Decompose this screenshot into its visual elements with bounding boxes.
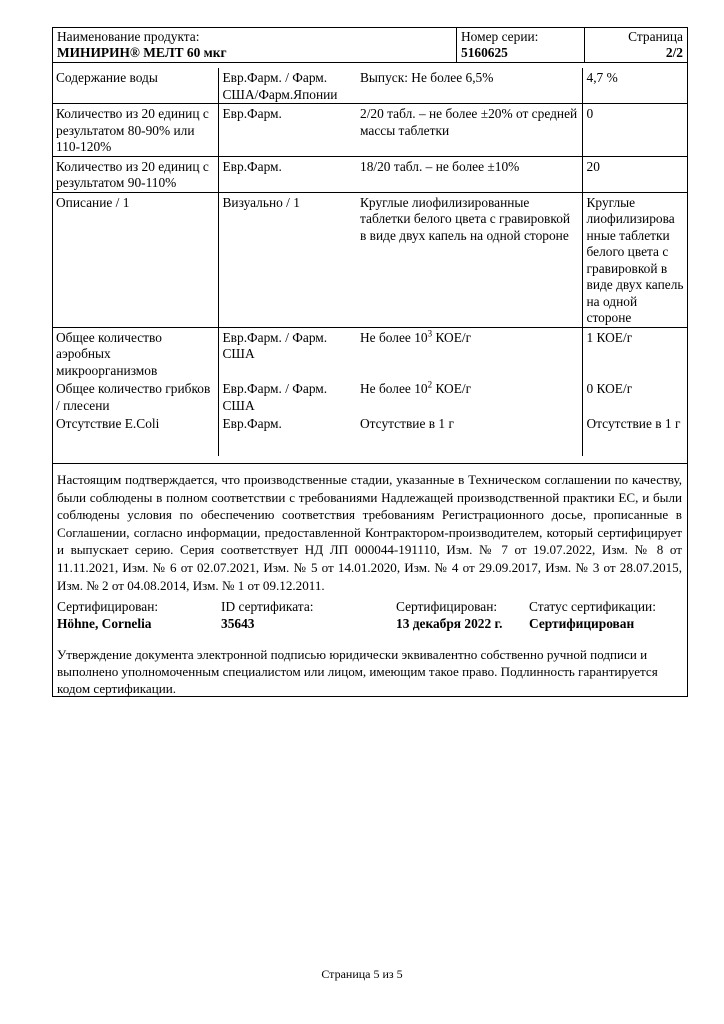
test-result: 20 bbox=[582, 156, 688, 192]
test-spec: Выпуск: Не более 6,5% bbox=[356, 68, 582, 104]
test-method: Евр.Фарм. / Фарм. США bbox=[222, 329, 328, 361]
table-row bbox=[52, 192, 688, 327]
test-result: Отсутствие в 1 г bbox=[582, 414, 688, 456]
test-name: Описание / 1 bbox=[52, 192, 218, 327]
product-label: Наименование продукта: bbox=[57, 29, 200, 44]
test-spec: Отсутствие в 1 г bbox=[360, 416, 454, 431]
test-method: Визуально / 1 bbox=[218, 192, 356, 327]
spec-exponent: 3 bbox=[427, 328, 433, 339]
test-spec: Круглые лиофилизированные таблетки белого цвета с гравировкой в виде двух капель на одной стороне bbox=[356, 192, 582, 327]
test-name: Количество из 20 единиц с результатом 90-110% bbox=[52, 156, 218, 192]
test-result: 0 КОЕ/г bbox=[582, 379, 688, 414]
table-row bbox=[52, 414, 688, 456]
table-row bbox=[52, 104, 688, 157]
spec-prefix: Не более 10 bbox=[360, 381, 428, 396]
spec-suffix: КОЕ/г bbox=[432, 329, 472, 345]
batch-label: Номер серии: bbox=[461, 29, 539, 44]
compliance-statement: Настоящим подтверждается, что производственные стадии, указанные в Техническом соглашении по качеству, были соблюдены в полном соответствии с требованиями Надлежащей производственной практики ЕС, и были соблюдены условия по обеспечению соответствия требованиям Регистрационного досье, прописанные в Соглашении, согласно информации, предоставленной Контрактором-производителем, который сертифицирует и выпускает серию. Серия соответствует НД ЛП 000044-191110, Изм. № 7 от 19.07.2022, Изм. № 8 от 11.11.2021, Изм. № 6 от 02.07.2021, Изм. № 5 от 14.01.2020, Изм. № 4 от 29.09.2017, Изм. № 3 от 28.07.2015, Изм. № 2 от 04.08.2014, Изм. № 1 от 09.12.2011. bbox=[57, 472, 682, 593]
certification-status: Сертифицирован bbox=[529, 616, 635, 631]
test-name: Количество из 20 единиц с результатом 80-90% или 110-120% bbox=[52, 104, 218, 157]
page-label: Страница bbox=[628, 29, 683, 44]
table-row bbox=[52, 156, 688, 192]
test-method: Евр.Фарм. bbox=[218, 156, 356, 192]
test-method: Евр.Фарм. / Фарм. США/Фарм.Японии bbox=[218, 68, 356, 104]
section-divider bbox=[52, 463, 688, 464]
test-name: Общее количество аэробных микроорганизмов bbox=[52, 327, 218, 379]
test-method: Евр.Фарм. bbox=[218, 104, 356, 157]
certification-status-block bbox=[529, 598, 656, 632]
test-result: Круглые лиофилизирова нные таблетки белого цвета с гравировкой в виде двух капель на одной стороне bbox=[582, 192, 688, 327]
test-method: Евр.Фарм. / Фарм. США bbox=[222, 381, 328, 413]
batch-number: 5160625 bbox=[461, 45, 508, 60]
page-footer: Страница 5 из 5 bbox=[321, 967, 403, 981]
header-table bbox=[52, 27, 688, 63]
spec-suffix: КОЕ/г bbox=[432, 381, 472, 396]
product-name: МИНИРИН® МЕЛТ 60 мкг bbox=[57, 45, 227, 60]
test-name: Содержание воды bbox=[52, 68, 218, 104]
page-cell bbox=[585, 28, 688, 63]
certification-date: 13 декабря 2022 г. bbox=[396, 616, 503, 631]
certificate-id-label: ID сертификата: bbox=[221, 599, 314, 614]
certificate-id: 35643 bbox=[221, 616, 255, 631]
certified-by-name: Höhne, Cornelia bbox=[57, 616, 152, 631]
certification-status-label: Статус сертификации: bbox=[529, 599, 656, 614]
test-name: Отсутствие E.Coli bbox=[52, 414, 218, 456]
test-spec bbox=[356, 379, 582, 414]
certified-by-label: Сертифицирован: bbox=[57, 599, 159, 614]
page-number: 2/2 bbox=[665, 45, 683, 60]
table-row bbox=[52, 68, 688, 104]
test-name: Общее количество грибков / плесени bbox=[52, 379, 218, 414]
spec-table bbox=[52, 68, 688, 456]
signature-note: Утверждение документа электронной подписью юридически эквивалентно собственно ручной подписи и выполнено уполномоченным специалистом или лицом, имеющим такое право. Подлинность гарантируется кодом сертификации. bbox=[57, 647, 658, 696]
test-method: Евр.Фарм. bbox=[222, 416, 282, 431]
test-spec bbox=[356, 327, 582, 379]
certification-date-label: Сертифицирован: bbox=[396, 599, 498, 614]
product-cell bbox=[53, 28, 457, 63]
certified-by-block bbox=[57, 598, 158, 632]
test-result: 1 КОЕ/г bbox=[582, 327, 688, 379]
test-spec: 2/20 табл. – не более ±20% от средней массы таблетки bbox=[356, 104, 582, 157]
test-spec: 18/20 табл. – не более ±10% bbox=[356, 156, 582, 192]
table-row bbox=[52, 327, 688, 379]
certification-date-block bbox=[396, 598, 502, 632]
spec-prefix: Не более 10 bbox=[360, 329, 428, 345]
test-result: 4,7 % bbox=[582, 68, 688, 104]
spec-exponent: 2 bbox=[427, 379, 433, 390]
table-row bbox=[52, 379, 688, 414]
batch-cell bbox=[457, 28, 585, 63]
certificate-id-block bbox=[221, 598, 314, 632]
test-result: 0 bbox=[582, 104, 688, 157]
